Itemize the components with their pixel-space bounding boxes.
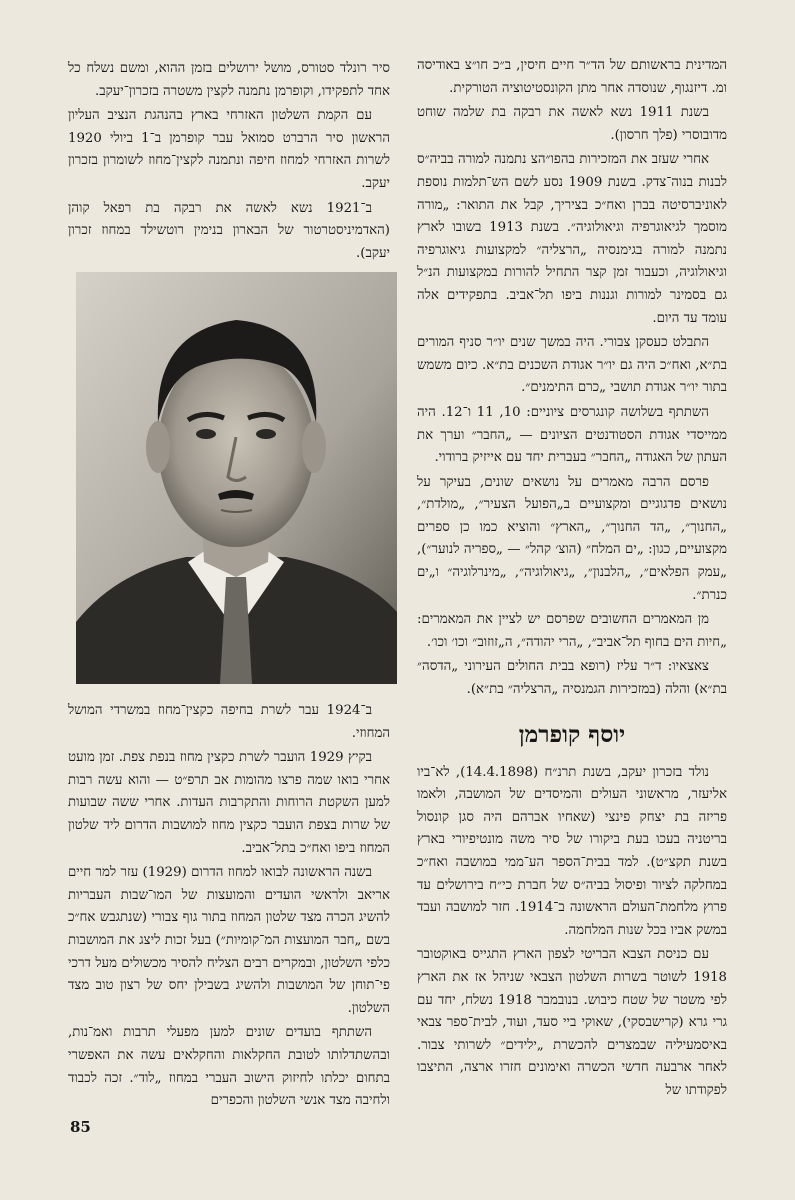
paragraph: נולד בזכרון יעקב, בשנת תרנ״ח (14.4.1898), לא־ביו אליעזר, מראשוני העולים והמיסדים של המושבה, ולאמו פריזה בת יצחק פינצי (שאחיו אברהם היה סגן קונסול בריטניה בעכו בעת ביקורו של סיר משה מונטיפיורי בארץ בשנת תקצ״ט). למד בבית־הספר הע־ממי במושבה ואח״כ במחלקה לציור ופיסול בביה״ס של חברת כי״ח בירושלים עד פרוץ מלחמת־העולם הראשונה ב־1914. חזר למושבה ועבד במשק אביו בכל שנות המלחמה.	[417, 764, 727, 938]
paragraph: התבלט כעסקן צבורי. היה במשך שנים יו״ר סניף המורים בת״א, ואח״כ היה גם יו״ר אגודת השכנים בת״א. כיום משמש בתור יו״ר אגודת תושבי „כרם התימנים״.	[417, 335, 727, 396]
paragraph: צאצאיו: ד״ר עליז (רופא בבית החולים העירוני „הדסה״ בת״א) והלה (במזכירות הגמנסיה „הרצליה״ בת״א).	[417, 659, 727, 698]
paragraph: ב־1924 עבר לשרת בחיפה כקצין־מחוז במשרדי המושל המחוזי.	[68, 703, 390, 741]
portrait-photo	[76, 272, 397, 684]
right-column	[417, 55, 727, 1105]
paragraph: עם הקמת השלטון האזרחי בארץ בהנהגת הנציב העליון הראשון סיר הרברט סמואל עבר קופרמן ב־1 ביולי 1920 לשרות האזרחי למחוז חיפה ונתמנה לקצין־מחוז לשומרון בזכרון יעקב.	[68, 108, 390, 191]
paragraph: ב־1921 נשא לאשה את רבקה בת רפאל קוהן (האדמיניסטרטור של הבארון בנימין רוטשילד במחוז זכרון יעקב).	[68, 200, 390, 261]
paragraph: מן המאמרים החשובים שפרסם יש לציין את המאמרים: „חיות הים בחוף תל־אביב״, „הרי יהודה״, ה„זוזוב״ וכו׳ וכו׳.	[417, 612, 727, 650]
paragraph: המדינית בראשותם של הד״ר חיים חיסין, ב״כ חו״צ באודיסה ומ. דיזנגוף, שנוסדה אחר מתן הקונסטיטוציה הטורקית.	[417, 58, 727, 96]
paragraph: השתתף בועדים שונים למען מפעלי תרבות ואמ־נות, ובהשתדלותו לטובת החקלאות והחקלאים עשה את האפשרי בתחום יכלתו לחיזוק הישוב העברי במחוז „לוד״. זכה לכבוד ולחיבה מצד אנשי השלטון והכפרים	[68, 1025, 390, 1109]
page-number: 85	[70, 1118, 91, 1136]
section-heading: יוסף קופרמן	[518, 720, 626, 748]
left-column-top	[68, 58, 390, 267]
paragraph: סיר רונלד סטורס, מושל ירושלים בזמן ההוא, ומשם נשלח כל אחד לתפקידו, וקופרמן נתמנה לקצין משטרה בזכרון־יעקב.	[68, 61, 390, 99]
paragraph: בקיץ 1929 הועבר לשרת כקצין מחוז בנפת צפת. זמן מועט אחרי בואו שמה פרצו מהומות אב תרפ״ט — והוא עשה רבות למען השקטת הרוחות והתקרבות העדות. אחרי ששה שבועות של שרות בצפת הועבר כקצין מחוז למושבות הדרום ליד שלטון המחוז ביפו ואח״כ בתל־אביב.	[68, 750, 390, 856]
paragraph: אחרי שעזב את המזכירות בהפו״הצ נתמנה למורה בביה״ס לבנות בנוה־צדק. בשנת 1909 נסע לשם הש־תלמות נוספת לאוניברסיטה בברן ואח״כ בציריך, קבל את התואר: „מורה מוסמך לגיאוגרפיה וגיאולוגיה״. בשנת 1913 בשובו לארץ נתמנה למורה בגימנסיה „הרצליה״ למקצועות גיאוגרפיה וגיאולוגיה, וכעבור זמן קצר התחיל להורות במקצועות הנ״ל גם בסמינר למורות וגננות ביפו תל־אביב. בתפקידים אלה עומד עד היום.	[417, 152, 727, 326]
paragraph: השתתף בשלושה קונגרסים ציוניים: 10, 11 ו־12. היה ממייסדי אגודת הסטודנטים הציונים — „החבר״ וערך את העתון של האגודה „החבר״ בעברית יחד עם אייזיק ברודוי.	[417, 404, 727, 466]
paragraph: עם כניסת הצבא הבריטי לצפון הארץ התגייס באוקטובר 1918 לשוטר בשרות השלטון הצבאי שניהל אז את הארץ לפי משטר של שטח כיבוש. בנובמבר 1918 נשלח, יחד עם גרי גרא (קרישבסקי), שאוקי ביי סעד, ועוד, לבית־ספר צבאי באיסמעיליה שבמצרים להכשרת „ילידים״ לשרותי צבור. לאחר ארבעה חדשי הכשרה ואימונים חזרו ארצה, התיצבו לפקודתו של	[417, 947, 727, 1098]
paragraph: בשנת 1911 נשא לאשה את רבקה בת שלמה שוחט מדובוסרי (פלך חרסון).	[417, 105, 727, 143]
portrait-photo-icon	[76, 272, 397, 684]
left-column-bottom	[68, 700, 390, 1115]
paragraph: בשנה הראשונה לבואו למחוז הדרום (1929) עזר למר חיים אריאב ולראשי הועדים והמועצות של המו־שבות העבריות להשיג הכרה מצד שלטון המחוז בתור גוף צבורי (שנתגבש אח״כ בשם „חבר המועצות המ־קומיות״) בעל זכות ליצג את המושבות כלפי השלטון, ובמקרים רבים הצליח להסיר מכשולים מעל דרכי פי־תוחן של המושבות ולהשיג בשבילן יחס של רצון טוב מצד השלטון.	[68, 865, 390, 1016]
paragraph: פרסם הרבה מאמרים על נושאים שונים, בעיקר על נושאים פדגוגיים ומקצועיים ב„הפועל הצעיר״, „מולדת״, „החנוך״, „הד החנוך״, „הארץ״ והוציא כמו כן ספרים מקצועיים, כגון: „ים המלח״ (הוצ׳ קהל״ — „ספריה לנוער״), „עמק הפלאים״, „הלבנון״, „גיאולוגיה״, „מינרלוגיה״ ו„ים כנרת״.	[417, 474, 727, 603]
